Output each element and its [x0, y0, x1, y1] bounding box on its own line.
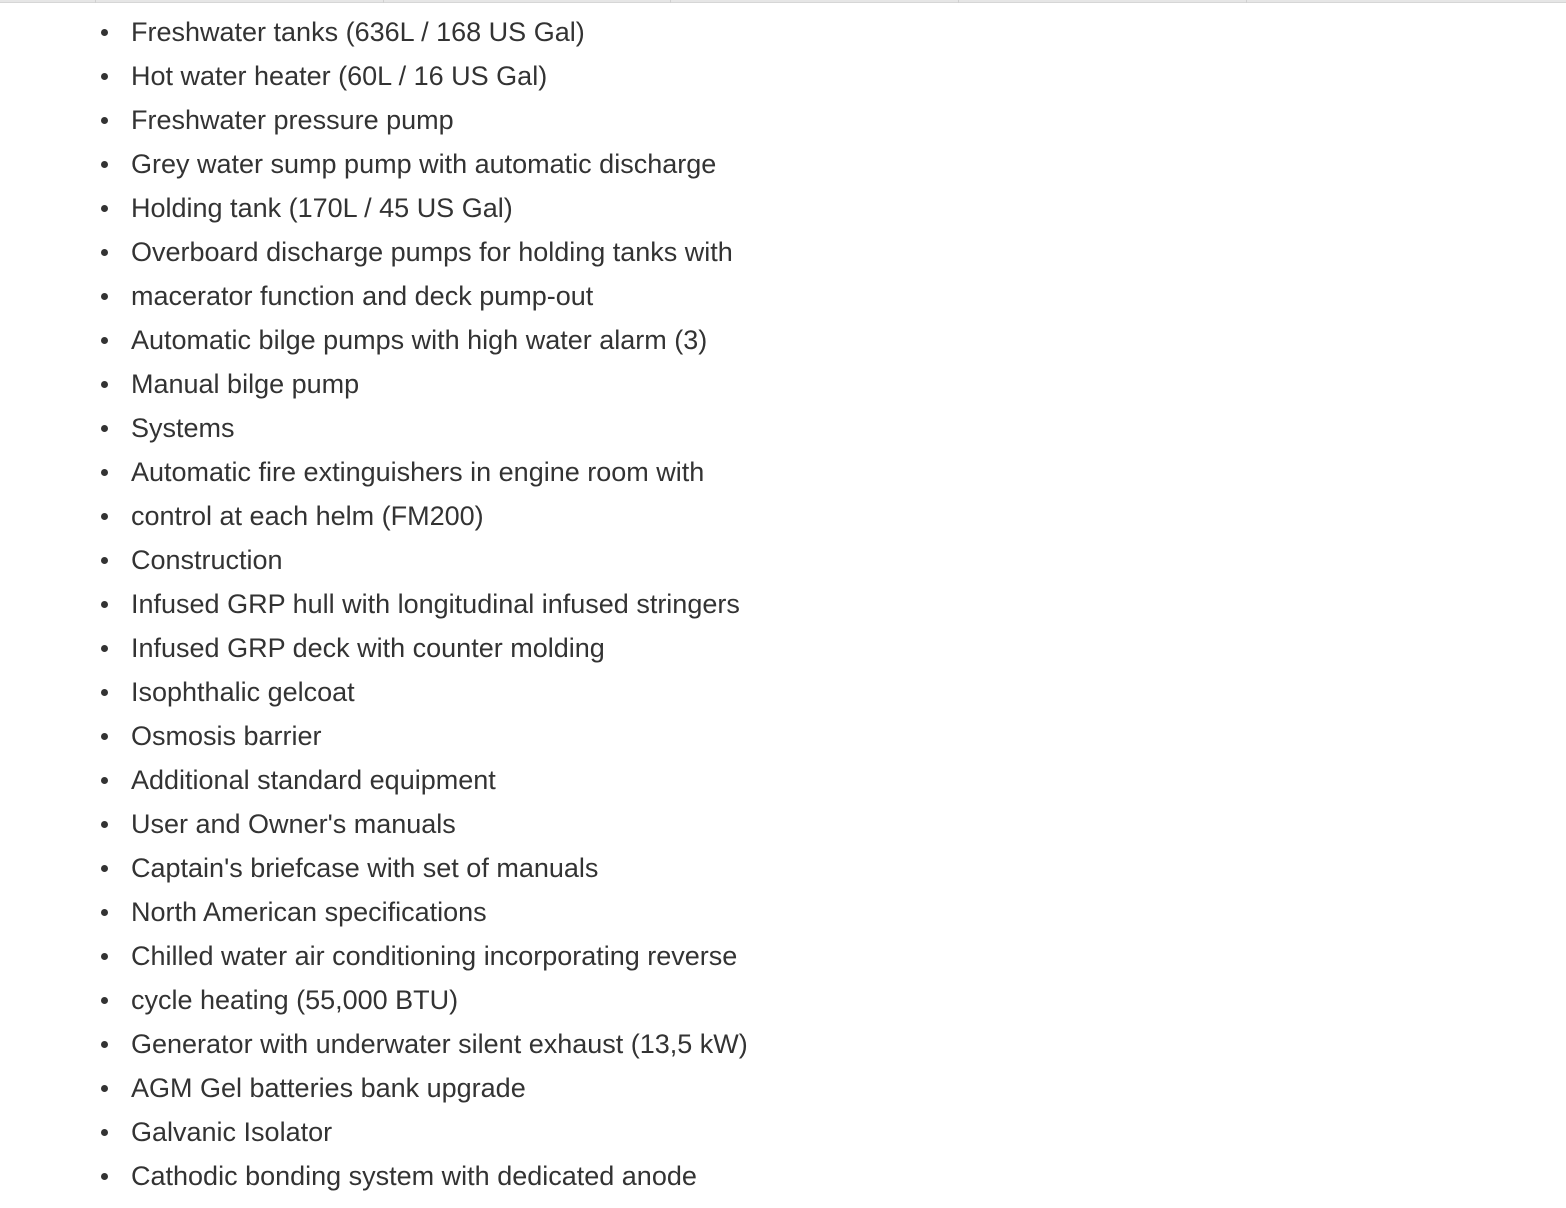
bullet-icon [101, 205, 108, 212]
bullet-icon [101, 117, 108, 124]
list-item-text: cycle heating (55,000 BTU) [131, 985, 459, 1015]
list-item-text: Additional standard equipment [131, 765, 496, 795]
list-item-text: Captain's briefcase with set of manuals [131, 853, 599, 883]
list-item [131, 758, 1566, 802]
list-item-text: North American specifications [131, 897, 487, 927]
list-item-text: Manual bilge pump [131, 369, 360, 399]
bullet-icon [101, 73, 108, 80]
list-item-text: Freshwater tanks (636L / 168 US Gal) [131, 17, 585, 47]
bullet-icon [101, 557, 108, 564]
bullet-icon [101, 733, 108, 740]
list-item-text: Galvanic Isolator [131, 1117, 333, 1147]
list-item [131, 1066, 1566, 1110]
bullet-icon [101, 601, 108, 608]
divider-tick [95, 0, 96, 3]
list-item [131, 1154, 1566, 1198]
bullet-icon [101, 1129, 108, 1136]
bullet-icon [101, 249, 108, 256]
bullet-icon [101, 1173, 108, 1180]
list-item [131, 54, 1566, 98]
divider-tick [670, 0, 671, 3]
bullet-icon [101, 689, 108, 696]
divider-tick [383, 0, 384, 3]
bullet-icon [101, 997, 108, 1004]
list-item [131, 934, 1566, 978]
bullet-icon [101, 29, 108, 36]
bullet-icon [101, 865, 108, 872]
list-item-text: Overboard discharge pumps for holding tanks with [131, 237, 733, 267]
divider-tick [958, 0, 959, 3]
list-item-text: Systems [131, 413, 235, 443]
bullet-icon [101, 821, 108, 828]
list-item-text: Holding tank (170L / 45 US Gal) [131, 193, 513, 223]
bullet-icon [101, 381, 108, 388]
standard-equipment-list [0, 10, 1566, 1198]
list-item [131, 318, 1566, 362]
list-item-text: Freshwater pressure pump [131, 105, 454, 135]
list-item [131, 10, 1566, 54]
bullet-icon [101, 777, 108, 784]
list-item-text: Grey water sump pump with automatic discharge [131, 149, 717, 179]
list-item [131, 670, 1566, 714]
list-item-text: Automatic fire extinguishers in engine room with [131, 457, 705, 487]
bullet-icon [101, 645, 108, 652]
list-item [131, 582, 1566, 626]
list-item-text: Hot water heater (60L / 16 US Gal) [131, 61, 548, 91]
list-item [131, 142, 1566, 186]
divider-tick [1246, 0, 1247, 3]
list-item [131, 1022, 1566, 1066]
bullet-icon [101, 953, 108, 960]
spec-content [0, 10, 1566, 1198]
list-item-text: Chilled water air conditioning incorporating reverse [131, 941, 738, 971]
list-item [131, 538, 1566, 582]
bullet-icon [101, 293, 108, 300]
list-item [131, 494, 1566, 538]
list-item [131, 1110, 1566, 1154]
bullet-icon [101, 1041, 108, 1048]
list-item-text: Isophthalic gelcoat [131, 677, 355, 707]
list-item [131, 890, 1566, 934]
list-item-text: Cathodic bonding system with dedicated anode [131, 1161, 697, 1191]
bullet-icon [101, 161, 108, 168]
list-item [131, 186, 1566, 230]
list-item [131, 802, 1566, 846]
list-item-text: Osmosis barrier [131, 721, 322, 751]
list-item-text: control at each helm (FM200) [131, 501, 484, 531]
list-item-text: User and Owner's manuals [131, 809, 456, 839]
list-item-text: macerator function and deck pump-out [131, 281, 594, 311]
list-item-text: Generator with underwater silent exhaust (13,5 kW) [131, 1029, 748, 1059]
list-item [131, 362, 1566, 406]
list-item [131, 450, 1566, 494]
list-item-text: AGM Gel batteries bank upgrade [131, 1073, 526, 1103]
bullet-icon [101, 469, 108, 476]
list-item [131, 846, 1566, 890]
list-item-text: Infused GRP hull with longitudinal infused stringers [131, 589, 740, 619]
top-divider [0, 0, 1566, 3]
bullet-icon [101, 1085, 108, 1092]
list-item [131, 626, 1566, 670]
list-item [131, 98, 1566, 142]
bullet-icon [101, 513, 108, 520]
list-item [131, 978, 1566, 1022]
list-item [131, 230, 1566, 274]
list-item [131, 274, 1566, 318]
bullet-icon [101, 425, 108, 432]
list-item [131, 714, 1566, 758]
list-item [131, 406, 1566, 450]
bullet-icon [101, 909, 108, 916]
list-item-text: Construction [131, 545, 283, 575]
bullet-icon [101, 337, 108, 344]
list-item-text: Infused GRP deck with counter molding [131, 633, 605, 663]
list-item-text: Automatic bilge pumps with high water alarm (3) [131, 325, 708, 355]
